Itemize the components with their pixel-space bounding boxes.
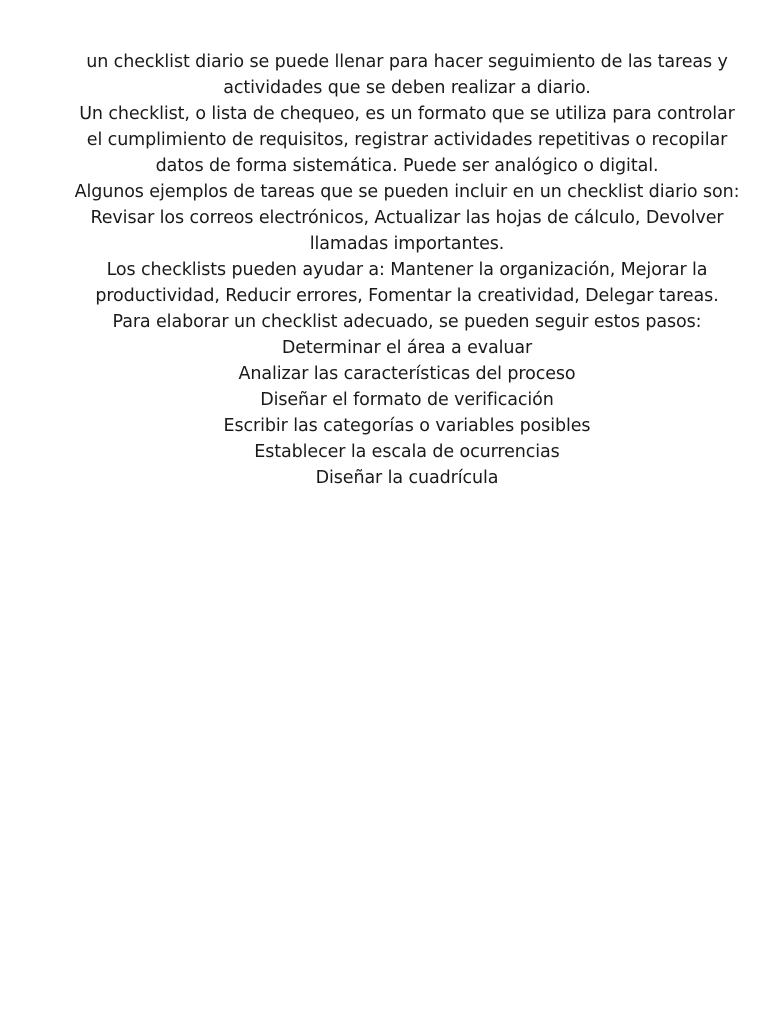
paragraph-definition: Un checklist, o lista de chequeo, es un formato que se utiliza para controlar el cumplimiento de requisitos, registrar actividades repetitivas o recopilar datos de forma sistemática. Puede ser analógico o digital. — [79, 104, 735, 176]
step-item: Determinar el área a evaluar — [281, 338, 533, 358]
document-body — [74, 49, 740, 491]
paragraph-examples: Algunos ejemplos de tareas que se pueden incluir en un checklist diario son: Revisar los correos electrónicos, Actualizar las hojas de cálculo, Devolver llamadas importantes. — [74, 182, 740, 254]
steps-list — [74, 335, 740, 491]
paragraph-intro: un checklist diario se puede llenar para hacer seguimiento de las tareas y actividades que se deben realizar a diario. — [86, 52, 728, 98]
step-item: Escribir las categorías o variables posibles — [223, 416, 591, 436]
paragraph-benefits: Los checklists pueden ayudar a: Mantener la organización, Mejorar la productividad, Reducir errores, Fomentar la creatividad, Delegar tareas. — [95, 260, 719, 306]
step-item: Diseñar la cuadrícula — [315, 468, 499, 488]
step-item: Establecer la escala de ocurrencias — [254, 442, 560, 462]
step-item: Analizar las características del proceso — [238, 364, 576, 384]
paragraph-steps-intro: Para elaborar un checklist adecuado, se pueden seguir estos pasos: — [112, 312, 702, 332]
step-item: Diseñar el formato de verificación — [260, 390, 554, 410]
